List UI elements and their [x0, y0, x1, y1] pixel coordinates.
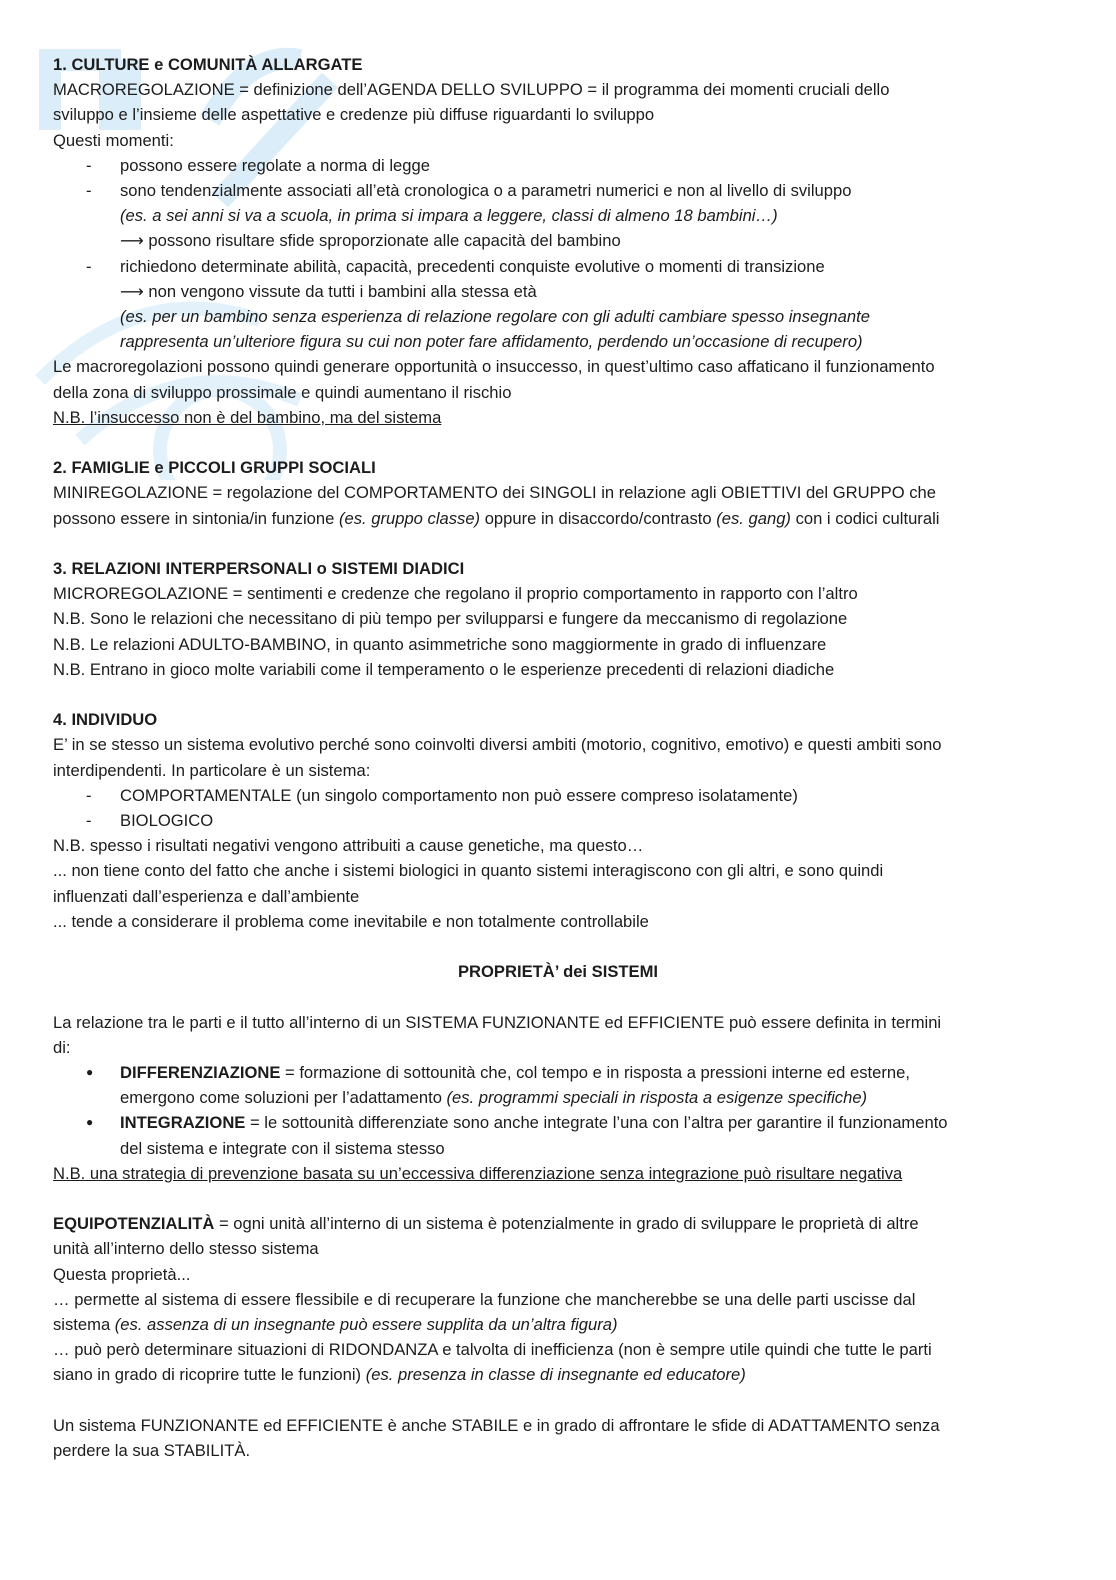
equipotenzialita-point: … permette al sistema di essere flessibile e di recuperare la funzione che mancherebbe se una delle parti uscisse dal sistema (es. assenza di un insegnante può essere supplita da un’altra figura)	[53, 1289, 916, 1335]
section-3-note: N.B. Le relazioni ADULTO-BAMBINO, in quanto asimmetriche sono maggiormente in grado di influenzare	[53, 634, 827, 654]
bullet-differenziazione: ● DIFFERENZIAZIONE = formazione di sottounità che, col tempo e in risposta a pressioni interne ed esterne, emergono come soluzioni per l’adattamento (es. programmi speciali in risposta a esigenze specifiche)	[53, 1060, 1063, 1110]
arrow-note: ⟶ possono risultare sfide sproporzionate alle capacità del bambino	[120, 231, 621, 251]
document-body	[53, 52, 1063, 1463]
equipotenzialita-intro: Questa proprietà...	[53, 1264, 191, 1284]
equipotenzialita-definition: EQUIPOTENZIALITÀ = ogni unità all’interno di un sistema è potenzialmente in grado di sviluppare le proprietà di altre unità all’interno dello stesso sistema	[53, 1214, 919, 1259]
section-2-title: 2. FAMIGLIE e PICCOLI GRUPPI SOCIALI	[53, 458, 376, 478]
section-3-note: N.B. Sono le relazioni che necessitano di più tempo per svilupparsi e fungere da meccanismo di regolazione	[53, 609, 848, 629]
list-item: - richiedono determinate abilità, capacità, precedenti conquiste evolutive o momenti di transizione	[53, 254, 1063, 279]
section-3-definition: MICROREGOLAZIONE = sentimenti e credenze che regolano il proprio comportamento in rapporto con l’altro	[53, 584, 858, 604]
section-4-point: ... tende a considerare il problema come inevitabile e non totalmente controllabile	[53, 911, 649, 931]
section-1-definition: MACROREGOLAZIONE = definizione dell’AGENDA DELLO SVILUPPO = il programma dei momenti cruciali dello sviluppo e l’insieme delle aspettative e credenze più diffuse riguardanti lo sviluppo	[53, 80, 890, 125]
section-1-note: N.B. l’insuccesso non è del bambino, ma del sistema	[53, 407, 442, 427]
list-item: - possono essere regolate a norma di legge	[53, 153, 1063, 178]
section-3-note: N.B. Entrano in gioco molte variabili come il temperamento o le esperienze precedenti di relazioni diadiche	[53, 659, 835, 679]
equipotenzialita-point: … può però determinare situazioni di RIDONDANZA e talvolta di inefficienza (non è sempre utile quindi che tutte le parti siano in grado di ricoprire tutte le funzioni) (es. presenza in classe di insegnante ed educatore)	[53, 1340, 932, 1385]
section-2-body: MINIREGOLAZIONE = regolazione del COMPORTAMENTO dei SINGOLI in relazione agli OBIETTIVI del GRUPPO che possono essere in sintonia/in funzione (es. gruppo classe) oppure in disaccordo/contrasto (es. gang) con i codici culturali	[53, 483, 940, 528]
list-item: - sono tendenzialmente associati all’età cronologica o a parametri numerici e non al livello di sviluppo	[53, 178, 1063, 203]
example-text: (es. per un bambino senza esperienza di relazione regolare con gli adulti cambiare spesso insegnante rappresenta un’ulteriore figura su cui non poter fare affidamento, perdendo un’occasione di recupero)	[120, 307, 870, 352]
bullet-integrazione: ● INTEGRAZIONE = le sottounità differenziate sono anche integrate l’una con l’altra per garantire il funzionamento del sistema e integrate con il sistema stesso	[53, 1110, 1063, 1160]
list-item: - COMPORTAMENTALE (un singolo comportamento non può essere compreso isolatamente)	[53, 783, 1063, 808]
final-paragraph: Un sistema FUNZIONANTE ed EFFICIENTE è anche STABILE e in grado di affrontare le sfide di ADATTAMENTO senza perdere la sua STABILITÀ.	[53, 1415, 940, 1461]
section-1-conclusion: Le macroregolazioni possono quindi generare opportunità o insuccesso, in quest’ultimo caso affaticano il funzionamento della zona di sviluppo prossimale e quindi aumentano il rischio	[53, 357, 935, 402]
section-4-title: 4. INDIVIDUO	[53, 710, 158, 730]
section-4-point: ... non tiene conto del fatto che anche i sistemi biologici in quanto sistemi interagiscono con gli altri, e sono quindi influenzati dall’esperienza e dall’ambiente	[53, 861, 884, 906]
properties-intro: La relazione tra le parti e il tutto all’interno di un SISTEMA FUNZIONANTE ed EFFICIENTE può essere definita in termini di:	[53, 1012, 942, 1057]
section-4-body: E’ in se stesso un sistema evolutivo perché sono coinvolti diversi ambiti (motorio, cognitivo, emotivo) e questi ambiti sono interdipendenti. In particolare è un sistema:	[53, 735, 942, 780]
properties-note: N.B. una strategia di prevenzione basata su un’eccessiva differenziazione senza integrazione può risultare negativa	[53, 1163, 903, 1183]
section-4-note: N.B. spesso i risultati negativi vengono attribuiti a cause genetiche, ma questo…	[53, 836, 644, 856]
section-1-intro: Questi momenti:	[53, 130, 174, 150]
example-text: (es. a sei anni si va a scuola, in prima si impara a leggere, classi di almeno 18 bambini…)	[120, 206, 778, 226]
list-item: - BIOLOGICO	[53, 808, 1063, 833]
properties-title: PROPRIETÀ’ dei SISTEMI	[457, 962, 659, 982]
arrow-note: ⟶ non vengono vissute da tutti i bambini alla stessa età	[120, 281, 537, 301]
section-3-title: 3. RELAZIONI INTERPERSONALI o SISTEMI DIADICI	[53, 559, 465, 579]
section-1-title: 1. CULTURE e COMUNITÀ ALLARGATE	[53, 55, 363, 74]
